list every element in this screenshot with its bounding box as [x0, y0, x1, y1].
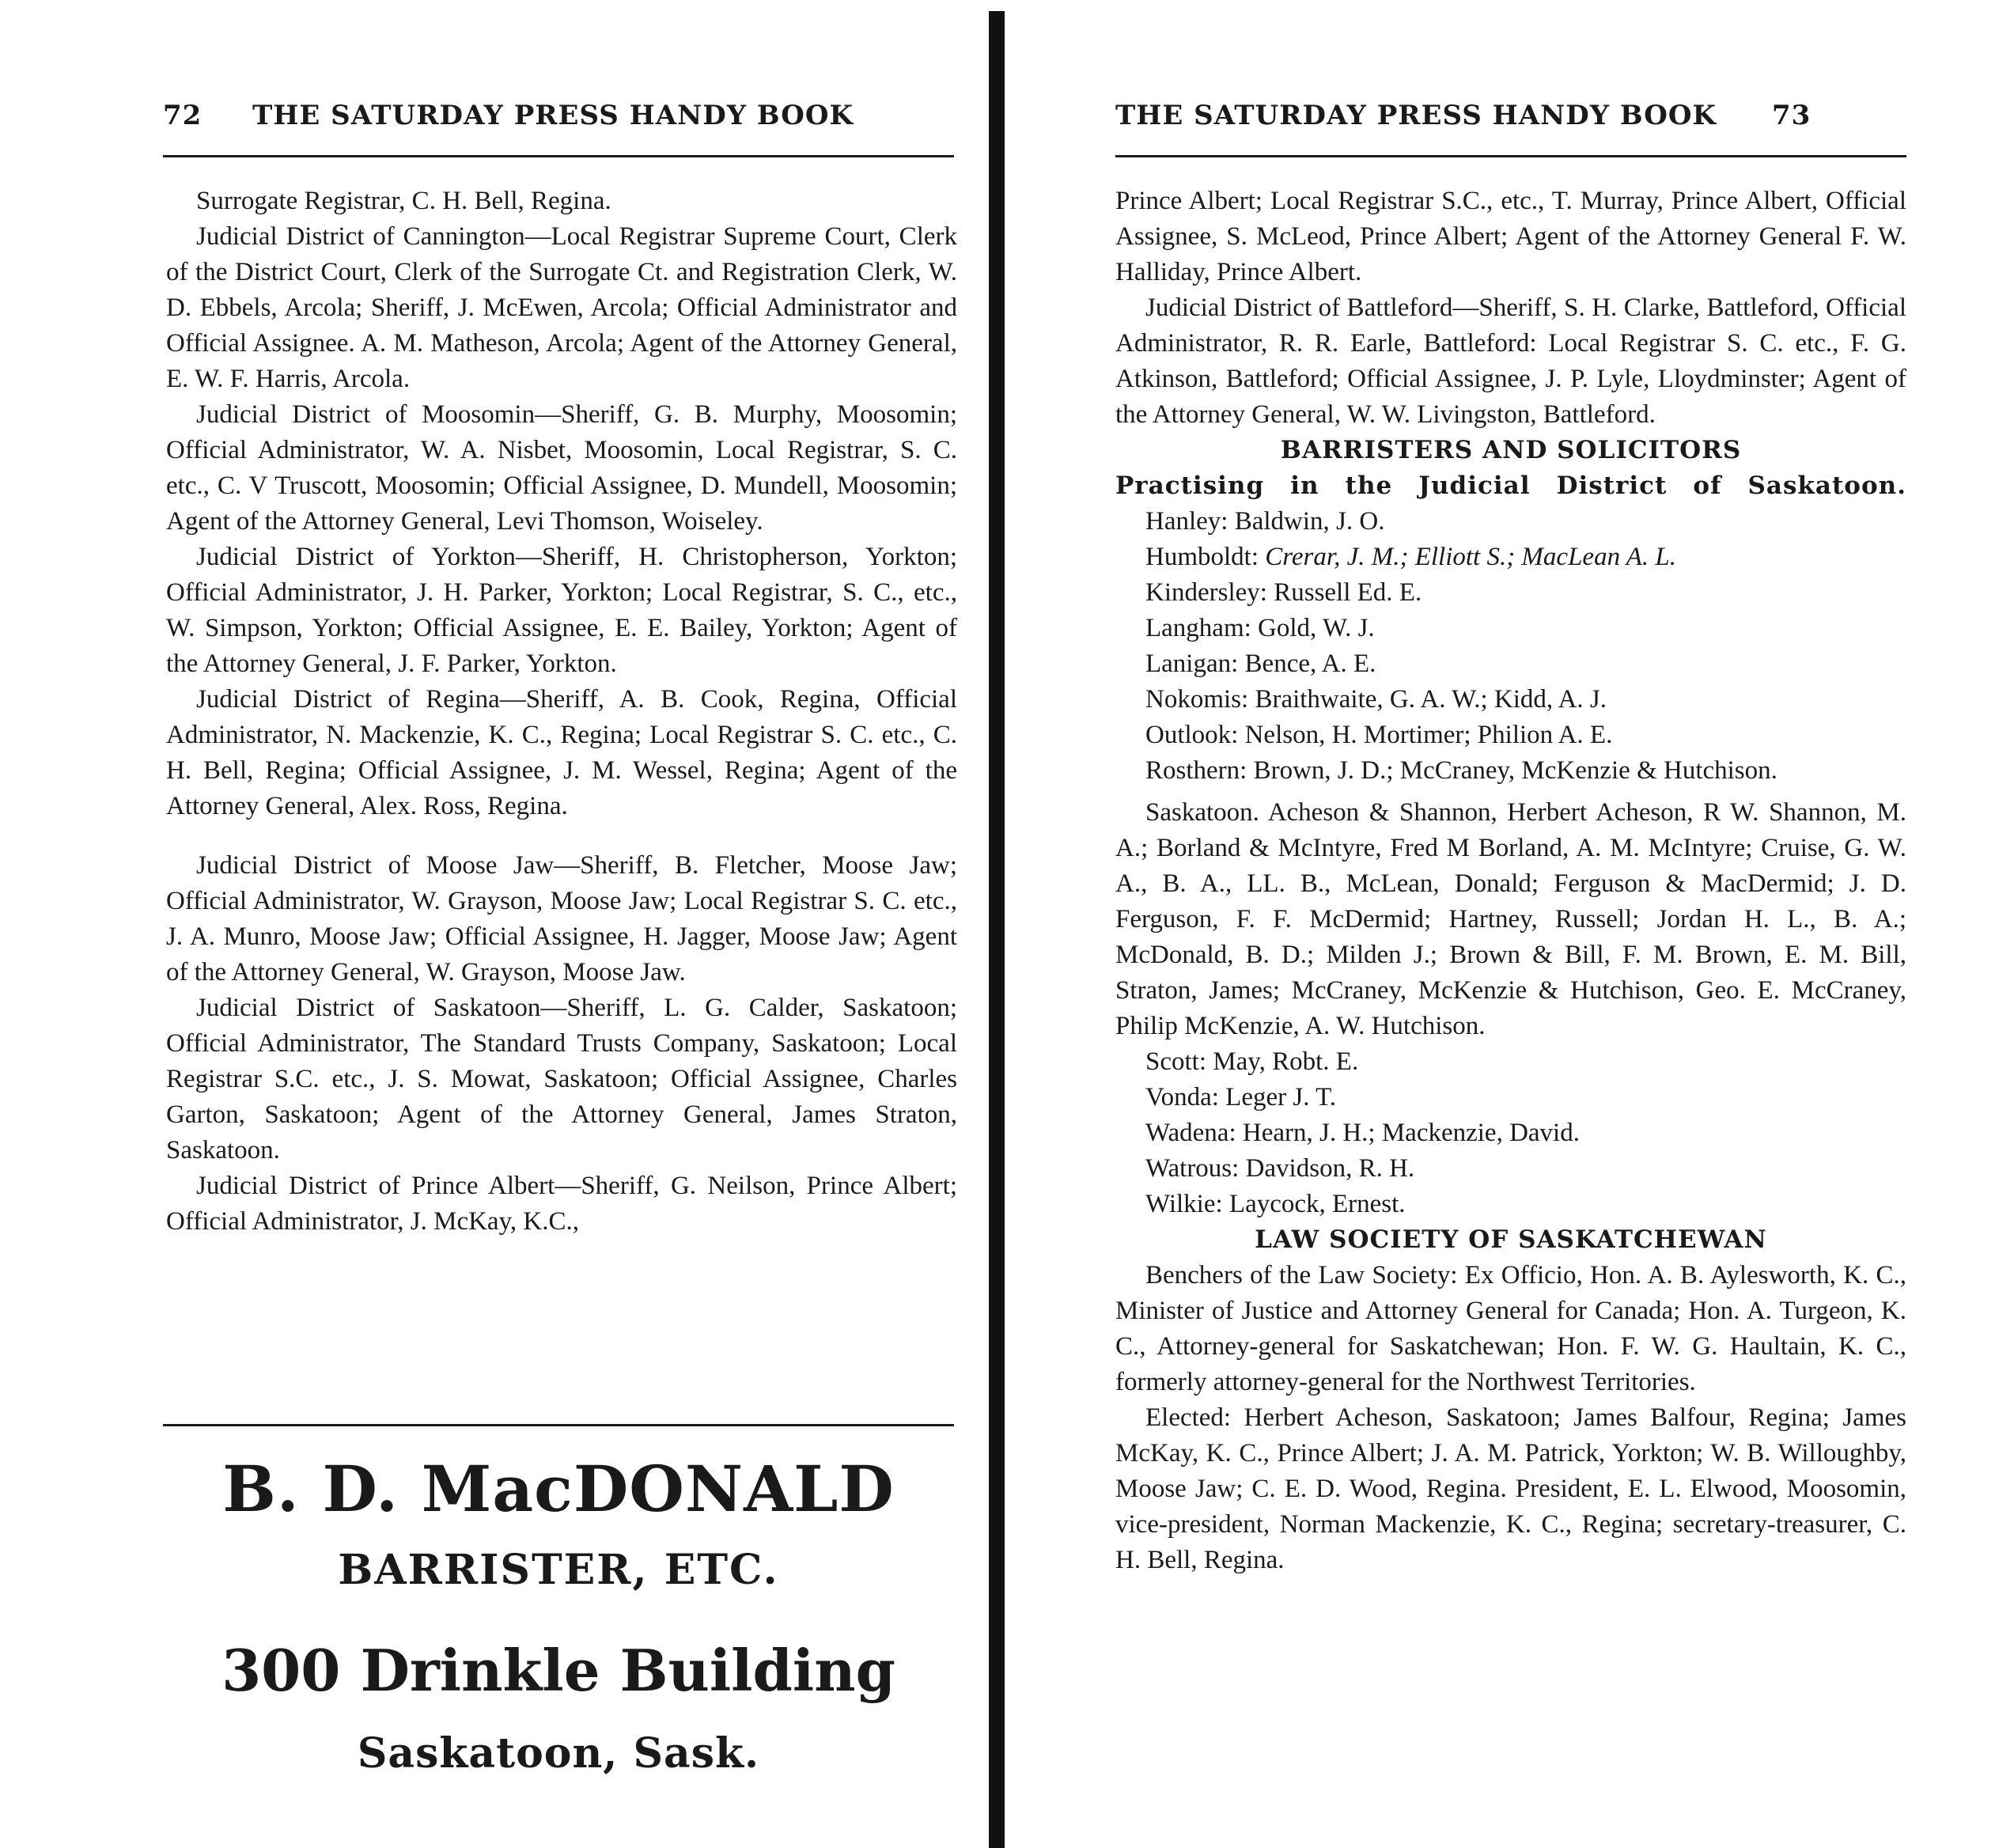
advertisement-address: 300 Drinkle Building [221, 1637, 895, 1704]
list-item: Wilkie: Laycock, Ernest. [1145, 1190, 1406, 1218]
paragraph: Judicial District of Yorkton—Sheriff, H. Christopherson, Yorkton; Official Administrator, J. H. Parker, Yorkton; Local Registrar, S. C., etc., W. Simpson, Yorkton; Official Assignee, E. E. Bailey, Yorkton; Agent of the Attorney General, J. F. Parker, Yorkton. [166, 543, 957, 678]
list-item: Kindersley: Russell Ed. E. [1145, 578, 1422, 607]
right-page-number: 73 [1772, 100, 1811, 131]
advertisement [163, 1440, 954, 1782]
paragraph: Benchers of the Law Society: Ex Officio, Hon. A. B. Aylesworth, K. C., Minister of Justice and Attorney General for Canada; Hon. A. Turgeon, K. C., Attorney-general for Saskatchewan; Hon. F. W. G. Haultain, K. C., formerly attorney-general for the Northwest Territories. [1115, 1261, 1906, 1396]
list-item: Humboldt: Crerar, J. M.; Elliott S.; MacLean A. L. [1145, 543, 1676, 571]
right-running-title: THE SATURDAY PRESS HANDY BOOK [1115, 100, 1717, 131]
section-heading-law-society: LAW SOCIETY OF SASKATCHEWAN [1255, 1225, 1767, 1254]
right-page-header [1115, 100, 1906, 139]
left-body-text [166, 184, 957, 1240]
section-subheading: Practising in the Judicial District of Saskatoon. [1115, 471, 1906, 500]
list-item: Hanley: Baldwin, J. O. [1145, 507, 1385, 536]
paragraph: Judicial District of Prince Albert—Sheriff, G. Neilson, Prince Albert; Official Administrator, J. McKay, K.C., [166, 1172, 957, 1236]
advertisement-city: Saskatoon, Sask. [357, 1729, 760, 1778]
right-body-text [1115, 184, 1906, 1578]
left-page [0, 0, 981, 1848]
advertisement-rule [163, 1424, 954, 1426]
paragraph: Judicial District of Battleford—Sheriff, S. H. Clarke, Battleford, Official Administrator, R. R. Earle, Battleford: Local Registrar S. C. etc., F. G. Atkinson, Battleford; Official Assignee, J. P. Lyle, Lloydminster; Agent of the Attorney General, W. W. Livingston, Battleford. [1115, 293, 1906, 429]
list-item: Watrous: Davidson, R. H. [1145, 1154, 1415, 1183]
paragraph: Prince Albert; Local Registrar S.C., etc., T. Murray, Prince Albert, Official Assignee, S. McLeod, Prince Albert; Agent of the Attorney General F. W. Halliday, Prince Albert. [1115, 187, 1906, 286]
paragraph: Surrogate Registrar, C. H. Bell, Regina. [196, 187, 611, 215]
left-header-rule [163, 155, 954, 157]
left-running-title: THE SATURDAY PRESS HANDY BOOK [252, 100, 854, 131]
list-item: Rosthern: Brown, J. D.; McCraney, McKenzie & Hutchison. [1145, 756, 1777, 785]
paragraph: Elected: Herbert Acheson, Saskatoon; James Balfour, Regina; James McKay, K. C., Prince Albert; J. A. M. Patrick, Yorkton; W. B. Willoughby, Moose Jaw; C. E. D. Wood, Regina. President, E. L. Elwood, Moosomin, vice-president, Norman Mackenzie, K. C., Regina; secretary-treasurer, C. H. Bell, Regina. [1115, 1403, 1906, 1574]
advertisement-name: B. D. MacDONALD [222, 1452, 895, 1526]
list-item: Wadena: Hearn, J. H.; Mackenzie, David. [1145, 1119, 1580, 1147]
list-item: Langham: Gold, W. J. [1145, 614, 1375, 642]
paragraph: Judicial District of Regina—Sheriff, A. B. Cook, Regina, Official Administrator, N. Mackenzie, K. C., Regina; Local Registrar S. C. etc., C. H. Bell, Regina; Official Assignee, J. M. Wessel, Regina; Agent of the Attorney General, Alex. Ross, Regina. [166, 685, 957, 820]
list-item: Scott: May, Robt. E. [1145, 1047, 1359, 1076]
right-page [998, 0, 2014, 1848]
list-item: Nokomis: Braithwaite, G. A. W.; Kidd, A. J. [1145, 685, 1607, 714]
paragraph: Judicial District of Cannington—Local Registrar Supreme Court, Clerk of the District Court, Clerk of the Surrogate Ct. and Registration Clerk, W. D. Ebbels, Arcola; Sheriff, J. McEwen, Arcola; Official Administrator and Official Assignee. A. M. Matheson, Arcola; Agent of the Attorney General, E. W. F. Harris, Arcola. [166, 222, 957, 393]
left-page-header [163, 100, 954, 139]
advertisement-profession: BARRISTER, ETC. [338, 1546, 779, 1594]
paragraph: Judicial District of Moose Jaw—Sheriff, B. Fletcher, Moose Jaw; Official Administrator, W. Grayson, Moose Jaw; Local Registrar S. C. etc., J. A. Munro, Moose Jaw; Official Assignee, H. Jagger, Moose Jaw; Agent of the Attorney General, W. Grayson, Moose Jaw. [166, 851, 957, 986]
list-item: Outlook: Nelson, H. Mortimer; Philion A. E. [1145, 721, 1613, 749]
paragraph: Judicial District of Moosomin—Sheriff, G. B. Murphy, Moosomin; Official Administrator, W. A. Nisbet, Moosomin, Local Registrar, S. C. etc., C. V Truscott, Moosomin; Official Assignee, D. Mundell, Moosomin; Agent of the Attorney General, Levi Thomson, Woiseley. [166, 400, 957, 536]
paragraph: Judicial District of Saskatoon—Sheriff, L. G. Calder, Saskatoon; Official Administrator, The Standard Trusts Company, Saskatoon; Local Registrar S.C. etc., J. S. Mowat, Saskatoon; Official Assignee, Charles Garton, Saskatoon; Agent of the Attorney General, James Straton, Saskatoon. [166, 994, 957, 1164]
section-heading-barristers: BARRISTERS AND SOLICITORS [1280, 436, 1742, 464]
list-item: Vonda: Leger J. T. [1145, 1083, 1337, 1111]
right-header-rule [1115, 155, 1906, 157]
list-item: Lanigan: Bence, A. E. [1145, 649, 1376, 678]
left-page-number: 72 [163, 100, 203, 131]
list-item: Saskatoon. Acheson & Shannon, Herbert Acheson, R W. Shannon, M. A.; Borland & McIntyre, Fred M Borland, A. M. McIntyre; Cruise, G. W. A., B. A., LL. B., McLean, Donald; Ferguson & MacDermid; J. D. Ferguson, F. F. McDermid; Hartney, Russell; Jordan H. L., B. A.; McDonald, B. D.; Milden J.; Brown & Bill, F. M. Brown, E. M. Bill, Straton, James; McCraney, McKenzie & Hutchison, Geo. E. McCraney, Philip McKenzie, A. W. Hutchison. [1115, 798, 1906, 1040]
